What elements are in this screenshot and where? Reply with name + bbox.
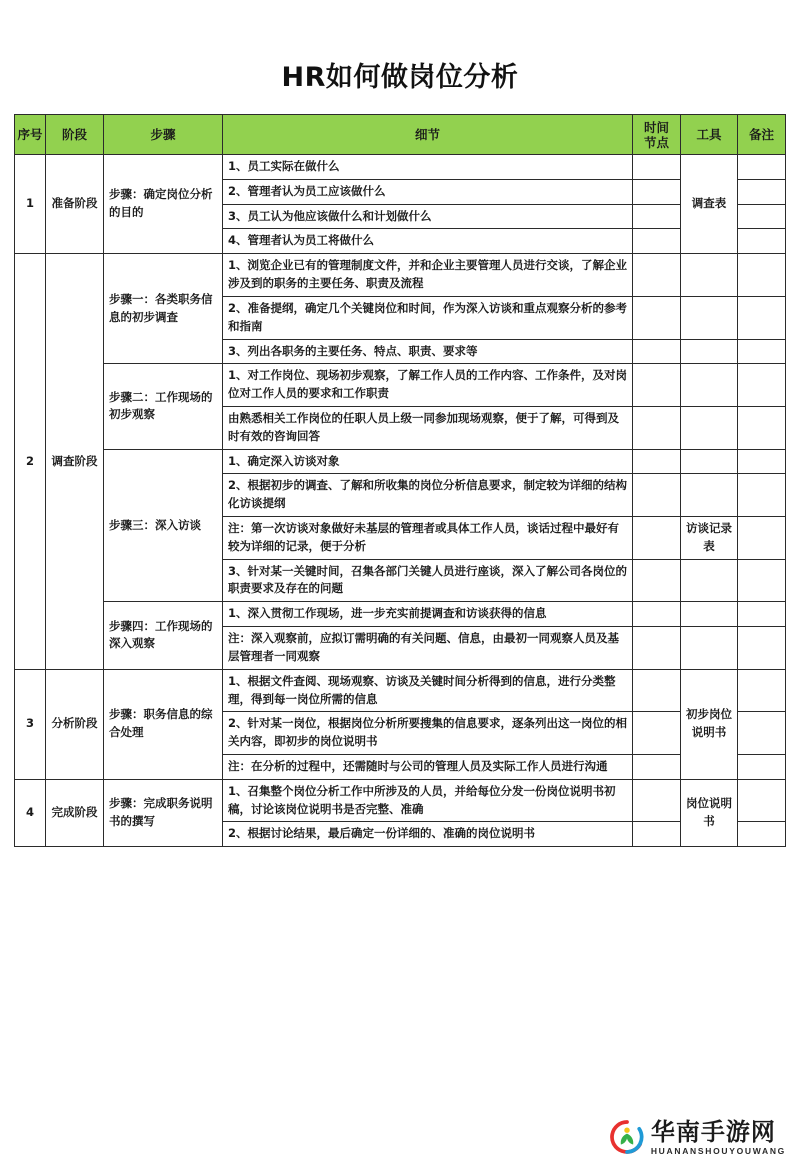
cell-phase: 分析阶段 [46, 669, 104, 779]
cell-detail: 1、深入贯彻工作现场，进一步充实前提调查和访谈获得的信息 [223, 602, 633, 627]
site-watermark [610, 1117, 786, 1156]
cell-detail: 2、准备提纲，确定几个关键岗位和时间，作为深入访谈和重点观察分析的参考和指南 [223, 296, 633, 339]
cell-remark [738, 204, 786, 229]
cell-time [633, 179, 681, 204]
cell-remark [738, 406, 786, 449]
cell-remark [738, 602, 786, 627]
cell-tool: 访谈记录表 [681, 517, 738, 560]
table-row [15, 779, 786, 822]
cell-remark [738, 474, 786, 517]
cell-detail: 4、管理者认为员工将做什么 [223, 229, 633, 254]
cell-remark [738, 712, 786, 755]
cell-step: 步骤：确定岗位分析的目的 [104, 155, 223, 254]
cell-seq: 1 [15, 155, 46, 254]
cell-remark [738, 254, 786, 297]
table-row [15, 449, 786, 474]
cell-detail: 3、列出各职务的主要任务、特点、职责、要求等 [223, 339, 633, 364]
cell-time [633, 779, 681, 822]
cell-tool [681, 559, 738, 602]
cell-detail: 1、对工作岗位、现场初步观察，了解工作人员的工作内容、工作条件，及对岗位对工作人员的要求和工作职责 [223, 364, 633, 407]
cell-time [633, 669, 681, 712]
watermark-text [650, 1117, 786, 1156]
cell-tool [681, 296, 738, 339]
cell-time [633, 364, 681, 407]
cell-detail: 1、员工实际在做什么 [223, 155, 633, 180]
table-body [15, 155, 786, 847]
cell-remark [738, 339, 786, 364]
cell-detail: 2、管理者认为员工应该做什么 [223, 179, 633, 204]
cell-detail: 2、针对某一岗位，根据岗位分析所要搜集的信息要求，逐条列出这一岗位的相关内容，即初步的岗位说明书 [223, 712, 633, 755]
cell-detail: 注：第一次访谈对象做好未基层的管理者或具体工作人员，谈话过程中最好有较为详细的记录，便于分析 [223, 517, 633, 560]
cell-step: 步骤二：工作现场的初步观察 [104, 364, 223, 449]
cell-time [633, 822, 681, 847]
cell-detail: 1、浏览企业已有的管理制度文件，并和企业主要管理人员进行交谈，了解企业涉及到的职务的主要任务、职责及流程 [223, 254, 633, 297]
cell-phase: 准备阶段 [46, 155, 104, 254]
cell-detail: 1、根据文件查阅、现场观察、访谈及关键时间分析得到的信息，进行分类整理，得到每一岗位所需的信息 [223, 669, 633, 712]
table-row [15, 155, 786, 180]
cell-seq: 4 [15, 779, 46, 846]
cell-step: 步骤三：深入访谈 [104, 449, 223, 602]
cell-tool [681, 364, 738, 407]
header-tool: 工具 [681, 115, 738, 155]
huanan-logo-icon [610, 1120, 644, 1154]
header-step: 步骤 [104, 115, 223, 155]
cell-time [633, 339, 681, 364]
cell-tool [681, 449, 738, 474]
cell-tool [681, 602, 738, 627]
cell-tool: 岗位说明书 [681, 779, 738, 846]
cell-detail: 3、员工认为他应该做什么和计划做什么 [223, 204, 633, 229]
cell-remark [738, 779, 786, 822]
cell-seq: 2 [15, 254, 46, 669]
cell-tool: 初步岗位说明书 [681, 669, 738, 779]
cell-phase: 调查阶段 [46, 254, 104, 669]
cell-remark [738, 155, 786, 180]
watermark-en: HUANANSHOUYOUWANG [650, 1145, 786, 1156]
cell-time [633, 406, 681, 449]
cell-remark [738, 296, 786, 339]
cell-remark [738, 754, 786, 779]
cell-remark [738, 517, 786, 560]
cell-time [633, 229, 681, 254]
cell-time [633, 559, 681, 602]
header-time-node [633, 115, 681, 155]
cell-time [633, 627, 681, 670]
cell-time [633, 449, 681, 474]
job-analysis-table [14, 114, 786, 847]
cell-tool [681, 339, 738, 364]
cell-detail: 1、召集整个岗位分析工作中所涉及的人员，并给每位分发一份岗位说明书初稿，讨论该岗位说明书是否完整、准确 [223, 779, 633, 822]
cell-time [633, 517, 681, 560]
cell-step: 步骤一：各类职务信息的初步调查 [104, 254, 223, 364]
header-phase: 阶段 [46, 115, 104, 155]
cell-phase: 完成阶段 [46, 779, 104, 846]
cell-detail: 2、根据初步的调查、了解和所收集的岗位分析信息要求，制定较为详细的结构化访谈提纲 [223, 474, 633, 517]
cell-detail: 由熟悉相关工作岗位的任职人员上级一同参加现场观察，便于了解，可得到及时有效的咨询回答 [223, 406, 633, 449]
watermark-cn: 华南手游网 [650, 1117, 776, 1146]
table-row [15, 254, 786, 297]
cell-step: 步骤四：工作现场的深入观察 [104, 602, 223, 669]
cell-tool: 调查表 [681, 155, 738, 254]
cell-remark [738, 669, 786, 712]
cell-detail: 2、根据讨论结果，最后确定一份详细的、准确的岗位说明书 [223, 822, 633, 847]
table-row [15, 364, 786, 407]
cell-tool [681, 627, 738, 670]
table-header [15, 115, 786, 155]
header-remark: 备注 [738, 115, 786, 155]
cell-time [633, 204, 681, 229]
table-row [15, 602, 786, 627]
cell-detail: 注：深入观察前，应拟订需明确的有关问题、信息，由最初一同观察人员及基层管理者一同观察 [223, 627, 633, 670]
cell-time [633, 712, 681, 755]
cell-time [633, 296, 681, 339]
cell-seq: 3 [15, 669, 46, 779]
header-detail: 细节 [223, 115, 633, 155]
cell-remark [738, 627, 786, 670]
cell-time [633, 474, 681, 517]
cell-remark [738, 449, 786, 474]
cell-time [633, 754, 681, 779]
cell-remark [738, 559, 786, 602]
cell-tool [681, 474, 738, 517]
cell-remark [738, 179, 786, 204]
header-seq: 序号 [15, 115, 46, 155]
header-time-line1: 时间 [643, 119, 669, 135]
cell-remark [738, 822, 786, 847]
cell-time [633, 254, 681, 297]
cell-time [633, 155, 681, 180]
header-row [15, 115, 786, 155]
cell-remark [738, 364, 786, 407]
cell-time [633, 602, 681, 627]
cell-tool [681, 254, 738, 297]
cell-remark [738, 229, 786, 254]
cell-step: 步骤：完成职务说明书的撰写 [104, 779, 223, 846]
cell-detail: 注：在分析的过程中，还需随时与公司的管理人员及实际工作人员进行沟通 [223, 754, 633, 779]
header-time-line2: 节点 [643, 134, 669, 150]
cell-tool [681, 406, 738, 449]
job-analysis-table-container [14, 114, 786, 847]
cell-step: 步骤：职务信息的综合处理 [104, 669, 223, 779]
page-title: HR如何做岗位分析 [281, 62, 519, 93]
cell-detail: 3、针对某一关键时间，召集各部门关键人员进行座谈，深入了解公司各岗位的职责要求及存在的问题 [223, 559, 633, 602]
cell-detail: 1、确定深入访谈对象 [223, 449, 633, 474]
table-row [15, 669, 786, 712]
